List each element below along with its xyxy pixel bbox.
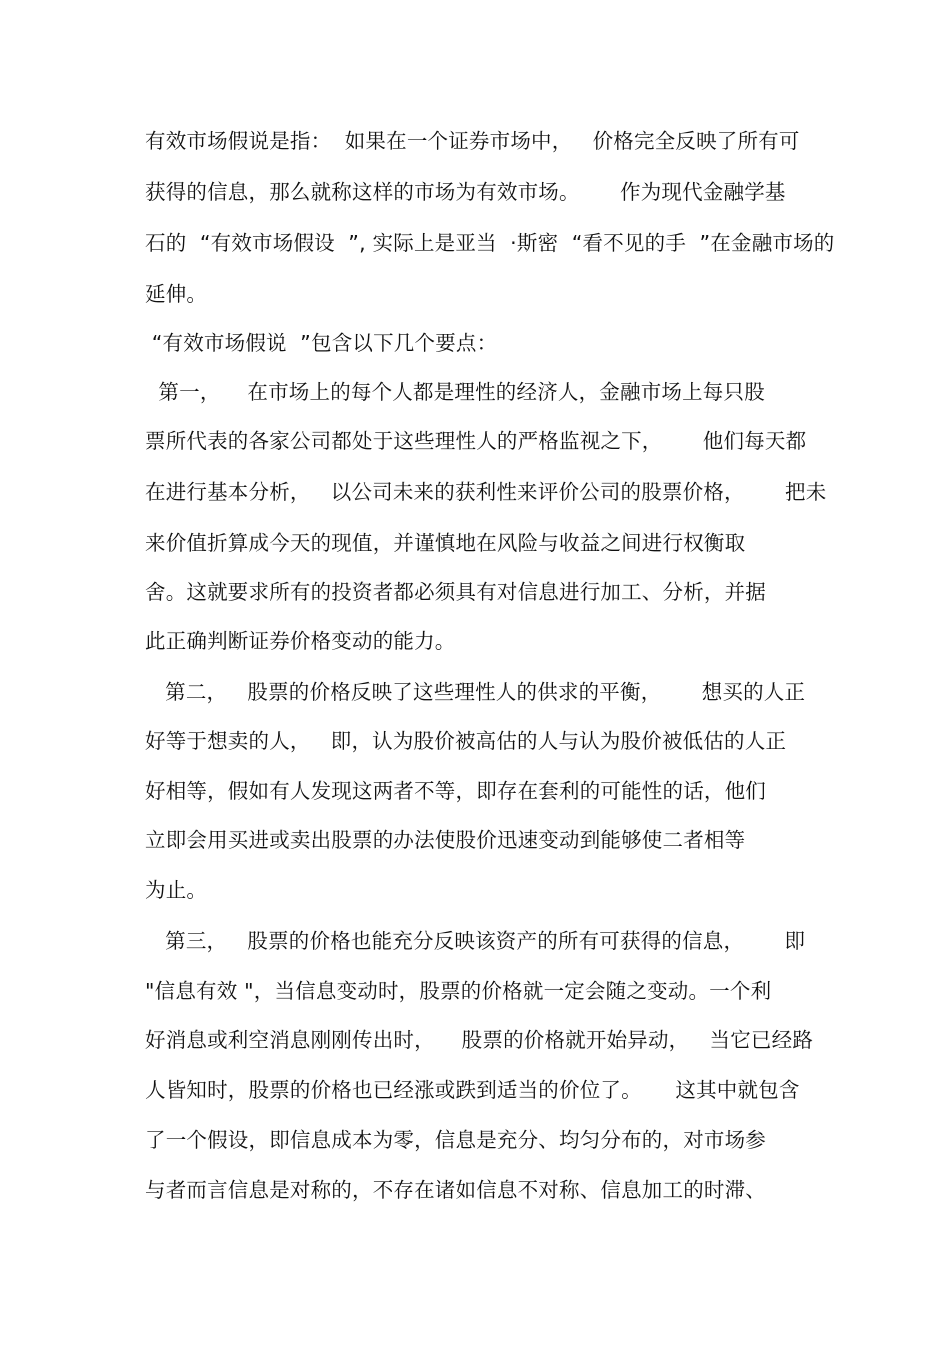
text-line: 在进行基本分析， 以公司未来的获利性来评价公司的股票价格， 把未	[145, 480, 827, 504]
text-line: "信息有效 "，当信息变动时，股票的价格就一定会随之变动。一个利	[145, 979, 772, 1003]
text-line: “有效市场假说 ”包含以下几个要点：	[145, 331, 498, 355]
text-line: 来价值折算成今天的现值，并谨慎地在风险与收益之间进行权衡取	[145, 531, 746, 555]
text-line: 石的 “有效市场假设 ”, 实际上是亚当 ·斯密 “看不见的手 ”在金融市场的	[145, 231, 835, 255]
text-line: 延伸。	[145, 282, 208, 306]
text-line: 获得的信息，那么就称这样的市场为有效市场。 作为现代金融学基	[145, 180, 786, 204]
text-line: 第二， 股票的价格反映了这些理性人的供求的平衡， 想买的人正	[145, 680, 806, 704]
text-line: 好相等，假如有人发现这两者不等，即存在套利的可能性的话，他们	[145, 779, 766, 803]
text-line: 舍。这就要求所有的投资者都必须具有对信息进行加工、分析，并据	[145, 580, 766, 604]
text-line: 票所代表的各家公司都处于这些理性人的严格监视之下， 他们每天都	[145, 429, 807, 453]
text-line: 与者而言信息是对称的，不存在诸如信息不对称、信息加工的时滞、	[145, 1178, 766, 1202]
text-line: 了一个假设，即信息成本为零，信息是充分、均匀分布的，对市场参	[145, 1128, 766, 1152]
text-line: 立即会用买进或卖出股票的办法使股价迅速变动到能够使二者相等	[145, 828, 746, 852]
text-line: 好等于想卖的人， 即，认为股价被高估的人与认为股价被低估的人正	[145, 729, 787, 753]
text-line: 为止。	[145, 878, 208, 902]
text-line: 第三， 股票的价格也能充分反映该资产的所有可获得的信息， 即	[145, 929, 806, 953]
text-line: 此正确判断证券价格变动的能力。	[145, 629, 456, 653]
text-line: 好消息或利空消息刚刚传出时， 股票的价格就开始异动， 当它已经路	[145, 1028, 814, 1052]
text-line: 有效市场假说是指： 如果在一个证券市场中， 价格完全反映了所有可	[145, 129, 800, 153]
text-line: 第一， 在市场上的每个人都是理性的经济人，金融市场上每只股	[145, 380, 765, 404]
text-line: 人皆知时，股票的价格也已经涨或跌到适当的价位了。 这其中就包含	[145, 1078, 800, 1102]
